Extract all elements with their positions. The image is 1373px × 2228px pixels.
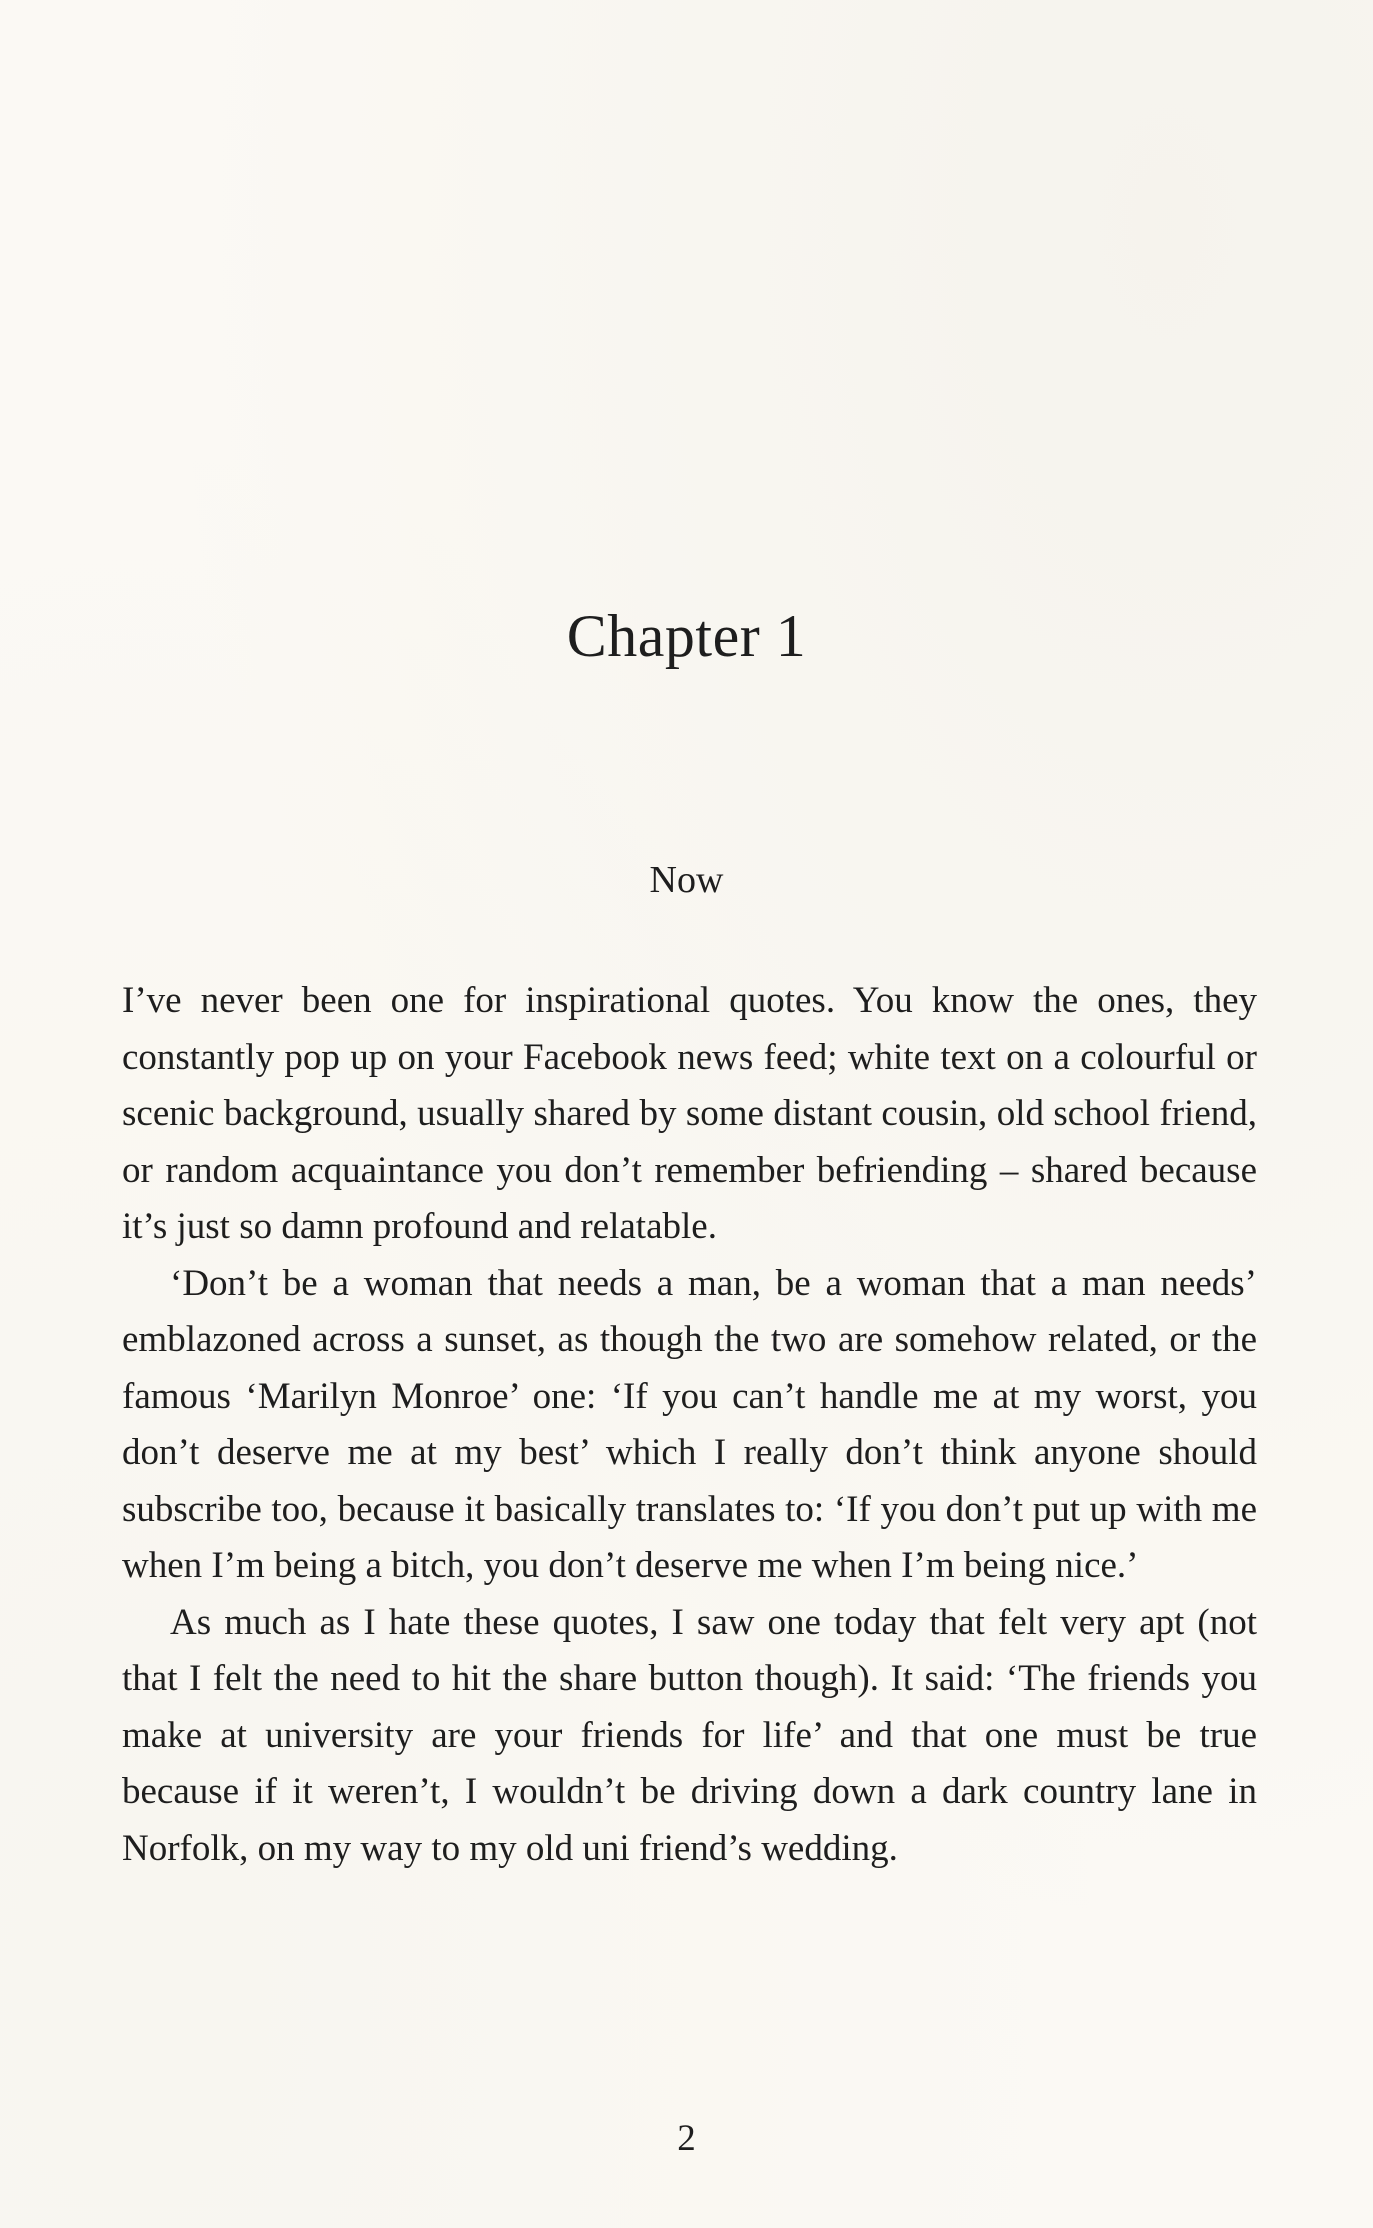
page-number: 2 [677, 2118, 696, 2159]
chapter-title: Chapter 1 [566, 603, 807, 669]
paragraph-3: As much as I hate these quotes, I saw one today that felt very apt (not that I felt the need to hit the share button though). It said: ‘The friends you make at university are your friends for life’ and that one must be true because if it weren’t, I wouldn’t be driving down a dark country lane in Norfolk, on my way to my old uni friend’s wedding. [122, 1601, 1257, 1869]
body-text [122, 973, 1257, 1877]
paragraph-2: ‘Don’t be a woman that needs a man, be a woman that a man needs’ emblazoned across a sunset, as though the two are somehow related, or the famous ‘Marilyn Monroe’ one: ‘If you can’t handle me at my worst, you don’t deserve me at my best’ which I really don’t think anyone should subscribe too, because it basically translates to: ‘If you don’t put up with me when I’m being a bitch, you don’t deserve me when I’m being nice.’ [122, 1262, 1257, 1586]
paragraph-1: I’ve never been one for inspirational quotes. You know the ones, they constantly pop up on your Facebook news feed; white text on a colourful or scenic background, usually shared by some distant cousin, old school friend, or random acquaintance you don’t remember befriending – shared because it’s just so damn profound and relatable. [122, 980, 1257, 1247]
section-heading: Now [649, 859, 724, 901]
